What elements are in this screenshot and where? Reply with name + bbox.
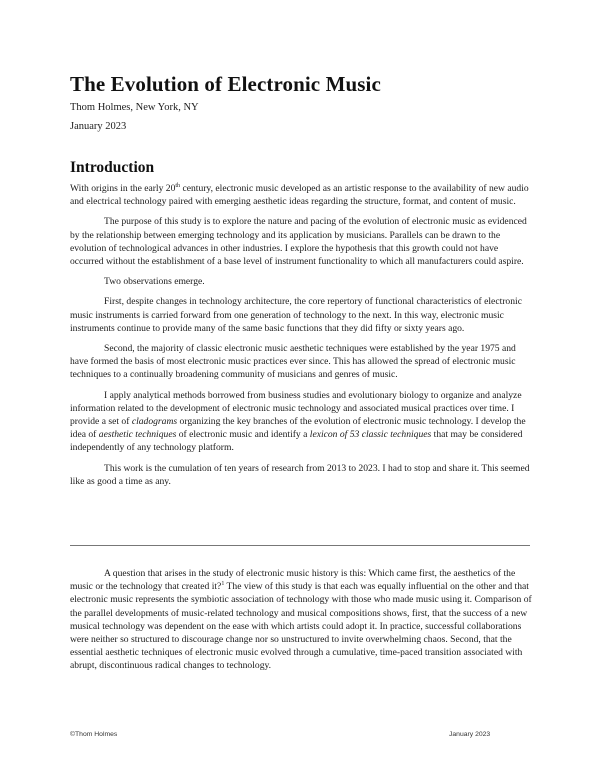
- superscript: th: [175, 182, 181, 189]
- paragraph: This work is the cumulation of ten years of research from 2013 to 2023. I had to stop and share it. This seemed like as good a time as any.: [70, 462, 530, 487]
- introduction-body: [70, 182, 532, 495]
- paragraph: The purpose of this study is to explore the nature and pacing of the evolution of electronic music as evidenced by the relationship between emerging technology and its application by musicians. Parallels can be drawn to the evolution of technological advances in other industries. I explore the hypothesis that this growth could not have occurred without the establishment of a base level of instrument functionality to which all manufacturers could aspire.: [70, 216, 527, 268]
- footer-copyright: ©Thom Holmes: [70, 731, 118, 738]
- section2-body: [70, 567, 532, 680]
- paragraph: Two observations emerge.: [104, 276, 205, 288]
- emphasis: cladograms: [131, 416, 178, 428]
- footnote-marker: 1: [221, 581, 225, 588]
- emphasis: aesthetic techniques: [98, 429, 177, 441]
- paragraph: First, despite changes in technology architecture, the core repertory of functional characteristics of electronic music instruments is carried forward from one generation of technology to the next. In this way, electronic music instruments continue to provide many of the same basic functions that they did fifty or sixty years ago.: [70, 296, 522, 334]
- section-heading-introduction: Introduction: [70, 159, 155, 176]
- paragraph: I apply analytical methods borrowed from business studies and evolutionary biology to organize and analyze information related to the development of electronic music technology and associated musical practices over time. I provide a set of cladograms organizing the key branches of the evolution of electronic music technology. I develop the idea of aesthetic techniques of electronic music and identify a lexicon of 53 classic techniques that may be considered independently of any technology platform.: [70, 389, 526, 454]
- paragraph: Second, the majority of classic electronic music aesthetic techniques were established by the year 1975 and have formed the basis of most electronic music practices ever since. This has allowed the spread of electronic music techniques to a continually broadening community of musicians and genres of music.: [70, 343, 516, 381]
- section-divider: [70, 545, 530, 546]
- document-title: The Evolution of Electronic Music: [70, 72, 381, 96]
- emphasis: lexicon of 53 classic techniques: [309, 429, 432, 441]
- paragraph: With origins in the early 20th century, electronic music developed as an artistic response to the availability of new audio and electrical technology paired with emerging aesthetic ideas regarding the structure, format, and content of music.: [70, 182, 529, 208]
- document-date: January 2023: [70, 121, 127, 132]
- footer-date: January 2023: [449, 731, 491, 738]
- author-line: Thom Holmes, New York, NY: [70, 102, 199, 113]
- paragraph: A question that arises in the study of electronic music history is this: Which came first, the aesthetics of the music or the technology that created it?$^1$ The view of this study is that each was equally influential on the other and that electronic music represents the symbiotic association of technology with those who made music using it. Comparison of the parallel developments of music-related technology and musical compositions shows, first, that the success of a new musical technology was dependent on the ease with which artists could adopt it. In practice, successful collaborations were neither so structured to discourage change nor so unstructured to invite overwhelming chaos. Second, that the essential aesthetic techniques of electronic music evolved through a cumulative, time-paced transition associated with abrupt, discontinuous radical changes to technology.: [70, 568, 532, 672]
